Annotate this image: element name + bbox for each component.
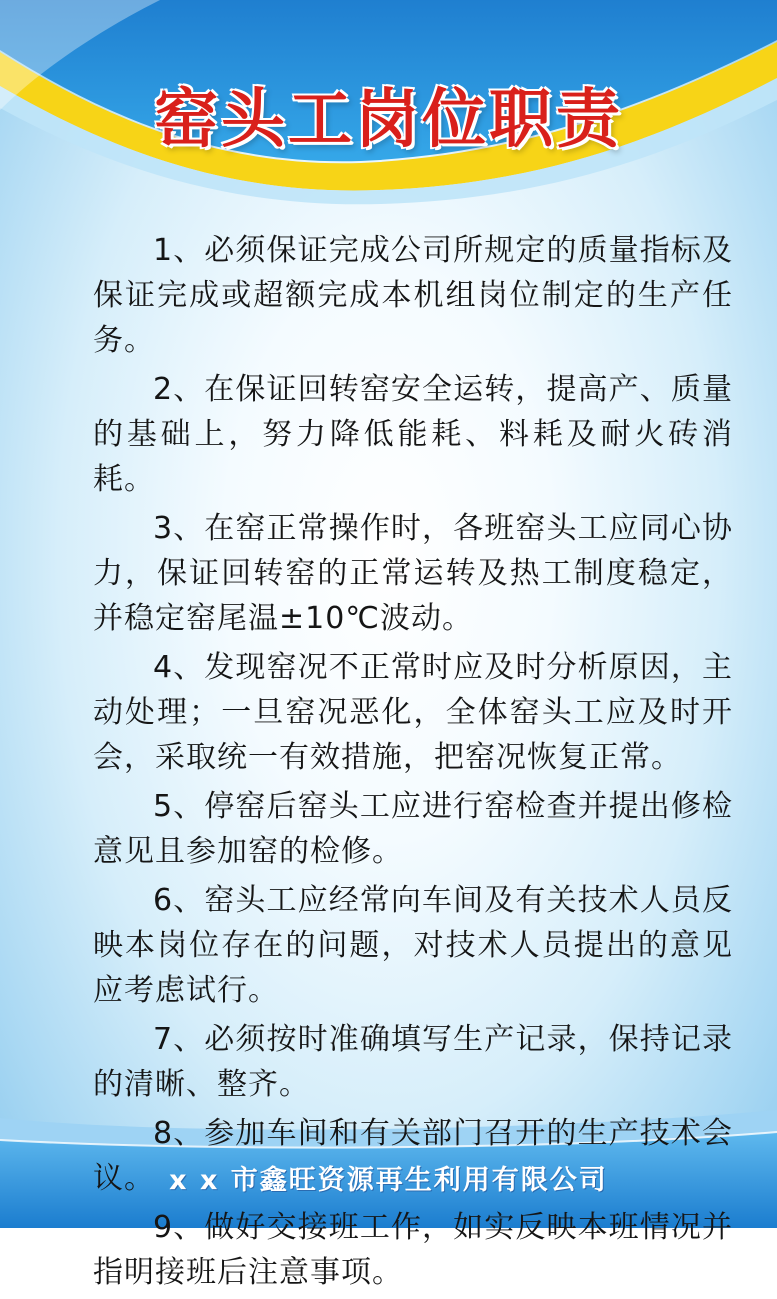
duty-item: 7、必须按时准确填写生产记录，保持记录的清晰、整齐。 [93,1022,733,1102]
company-name: x x 市鑫旺资源再生利用有限公司 [169,1165,608,1196]
duty-item: 6、窑头工应经常向车间及有关技术人员反映本岗位存在的问题，对技术人员提出的意见应考虑试行。 [93,883,733,1008]
duty-item: 3、在窑正常操作时，各班窑头工应同心协力，保证回转窑的正常运转及热工制度稳定，并稳定窑尾温±10℃波动。 [93,511,733,636]
duty-item: 2、在保证回转窑安全运转，提高产、质量的基础上，努力降低能耗、料耗及耐火砖消耗。 [93,372,733,497]
poster-title: 窑头工岗位职责 [154,83,623,157]
duties-list [93,228,733,1299]
duty-item: 4、发现窑况不正常时应及时分析原因，主动处理；一旦窑况恶化，全体窑头工应及时开会，采取统一有效措施，把窑况恢复正常。 [93,650,733,775]
duty-item: 8、参加车间和有关部门召开的生产技术会议。 [93,1116,733,1196]
duty-item: 9、做好交接班工作，如实反映本班情况并指明接班后注意事项。 [93,1210,733,1290]
duty-item: 1、必须保证完成公司所规定的质量指标及保证完成或超额完成本机组岗位制定的生产任务。 [93,233,733,358]
duty-item: 5、停窑后窑头工应进行窑检查并提出修检意见且参加窑的检修。 [93,789,733,869]
